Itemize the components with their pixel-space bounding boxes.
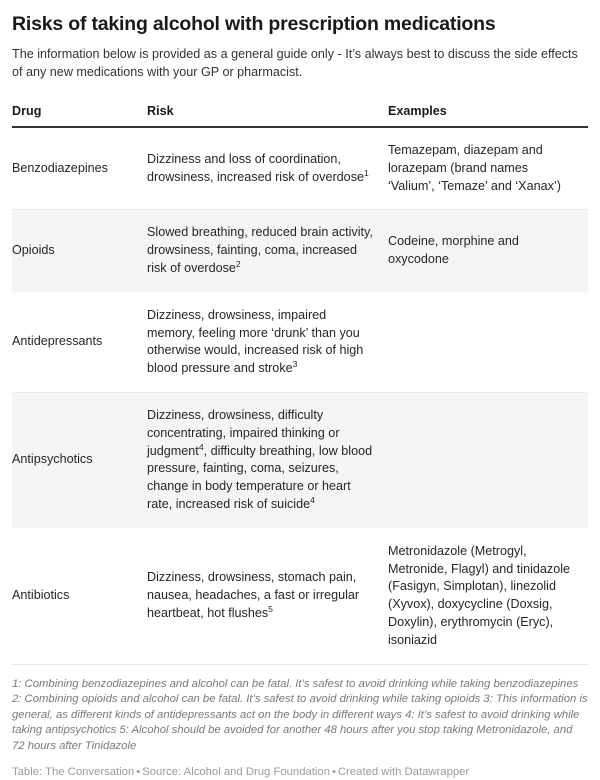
risk-text: Dizziness, drowsiness, impaired memory, feeling more ‘drunk’ than you otherwise would, increased risk of high blood pressure and stroke <box>147 308 363 375</box>
table-row <box>12 528 588 664</box>
footnote-marker: 5 <box>268 604 273 614</box>
credit-separator: • <box>134 766 142 778</box>
cell-drug: Antidepressants <box>12 292 147 392</box>
cell-risk <box>147 127 388 210</box>
credit-created-with[interactable]: Created with Datawrapper <box>338 766 469 778</box>
table-row <box>12 127 588 210</box>
table-body <box>12 127 588 664</box>
risk-text: Dizziness and loss of coordination, drowsiness, increased risk of overdose <box>147 152 364 184</box>
table-header-row <box>12 104 588 127</box>
cell-examples <box>388 392 588 528</box>
footnote-marker: 1 <box>364 168 369 178</box>
page-subtitle: The information below is provided as a general guide only - It’s always best to discuss the side effects of any new medications with your GP or pharmacist. <box>12 36 588 81</box>
cell-drug: Opioids <box>12 210 147 292</box>
column-header-examples: Examples <box>388 104 588 127</box>
table-row <box>12 292 588 392</box>
column-header-drug: Drug <box>12 104 147 127</box>
page-title: Risks of taking alcohol with prescription medications <box>12 0 588 36</box>
column-header-risk: Risk <box>147 104 388 127</box>
credit-line <box>12 765 588 780</box>
table-header <box>12 104 588 127</box>
credit-table-by: Table: The Conversation <box>12 766 134 778</box>
cell-drug: Antipsychotics <box>12 392 147 528</box>
table-row <box>12 210 588 292</box>
cell-drug: Antibiotics <box>12 528 147 664</box>
risks-table <box>12 104 588 665</box>
risk-text: Dizziness, drowsiness, stomach pain, nausea, headaches, a fast or irregular heartbeat, hot flushes <box>147 570 359 620</box>
table-row <box>12 392 588 528</box>
cell-examples: Codeine, morphine and oxycodone <box>388 210 588 292</box>
footnote-marker: 3 <box>293 359 298 369</box>
risk-text-part2: , difficulty breathing, low blood pressure, fainting, coma, seizures, change in body temperature or heart rate, increased risk of suicide <box>147 444 372 511</box>
cell-risk <box>147 528 388 664</box>
footnote-marker: 4 <box>199 441 204 451</box>
cell-risk <box>147 210 388 292</box>
footnote-marker: 2 <box>236 259 241 269</box>
cell-examples: Temazepam, diazepam and lorazepam (brand names ‘Valium’, ‘Temaze’ and ‘Xanax’) <box>388 127 588 210</box>
risk-text: Slowed breathing, reduced brain activity, drowsiness, fainting, coma, increased risk of overdose <box>147 225 373 275</box>
cell-risk <box>147 392 388 528</box>
footnote-marker: 4 <box>310 495 315 505</box>
cell-risk <box>147 292 388 392</box>
footnotes: 1: Combining benzodiazepines and alcohol can be fatal. It’s safest to avoid drinking while taking benzodiazepines 2: Combining opioids and alcohol can be fatal. It’s safest to avoid drinking while taking opioids 3: This information is general, as different kinds of antidepressants act on the body in different ways 4: It’s safest to avoid drinking while taking antipsychotics 5: Alcohol should be avoided for another 48 hours after you stop taking Metronidazole, and 72 hours after Tinidazole <box>12 677 588 755</box>
credit-source: Source: Alcohol and Drug Foundation <box>142 766 330 778</box>
credit-separator: • <box>330 766 338 778</box>
cell-examples <box>388 292 588 392</box>
risk-text-part1: Dizziness, drowsiness, difficulty concentrating, impaired thinking or judgment <box>147 408 340 458</box>
cell-drug: Benzodiazepines <box>12 127 147 210</box>
cell-examples: Metronidazole (Metrogyl, Metronide, Flagyl) and tinidazole (Fasigyn, Simplotan), linezolid (Xyvox), doxycycline (Doxsig, Doxylin), erythromycin (Eryc), isoniazid <box>388 528 588 664</box>
